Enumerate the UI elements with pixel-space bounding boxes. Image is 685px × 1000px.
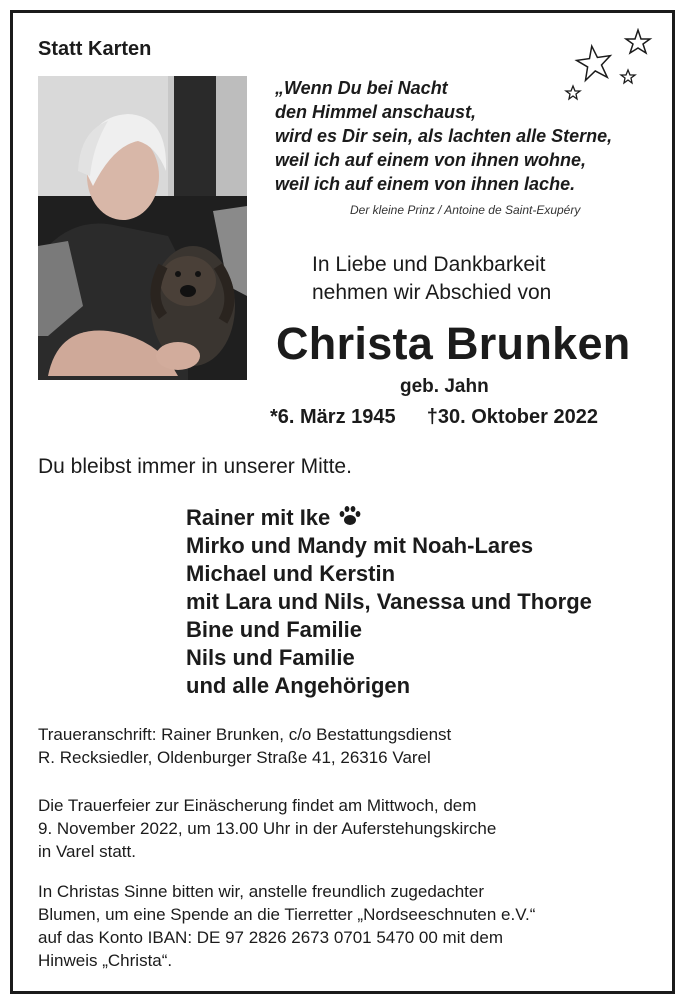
death-date: †30. Oktober 2022 xyxy=(426,406,598,428)
mourning-address xyxy=(38,723,451,769)
quote-line: „Wenn Du bei Nacht xyxy=(275,78,448,98)
address-line: Traueranschrift: Rainer Brunken, c/o Bestattungsdienst xyxy=(38,725,452,744)
family-member: und alle Angehörigen xyxy=(186,673,411,698)
farewell-text xyxy=(312,251,551,307)
paw-print-icon xyxy=(338,505,362,527)
quote-line: weil ich auf einem von ihnen wohne, xyxy=(275,150,587,170)
donation-line: Blumen, um eine Spende an die Tierretter „Nordseeschnuten e.V.“ xyxy=(38,905,536,924)
ceremony-line: 9. November 2022, um 13.00 Uhr in der Auferstehungskirche xyxy=(38,819,497,838)
address-line: R. Recksiedler, Oldenburger Straße 41, 26316 Varel xyxy=(38,748,431,767)
farewell-line-1: In Liebe und Dankbarkeit xyxy=(312,253,546,276)
quote-line: wird es Dir sein, als lachten alle Sterne, xyxy=(275,126,613,146)
quote-attribution: Der kleine Prinz / Antoine de Saint-Exupéry xyxy=(350,203,581,217)
life-dates xyxy=(270,406,598,429)
quote-line: weil ich auf einem von ihnen lache. xyxy=(275,174,576,194)
statt-karten-label: Statt Karten xyxy=(38,38,152,60)
portrait-illustration xyxy=(38,76,247,380)
quote-line: den Himmel anschaust, xyxy=(275,102,477,122)
family-member: Rainer mit Ike xyxy=(186,504,592,532)
motto-text: Du bleibst immer in unserer Mitte. xyxy=(38,455,352,478)
farewell-line-2: nehmen wir Abschied von xyxy=(312,281,552,304)
donation-line: In Christas Sinne bitten wir, anstelle freundlich zugedachter xyxy=(38,882,485,901)
quote-block xyxy=(275,76,612,196)
family-member: Nils und Familie xyxy=(186,645,355,670)
family-member: Bine und Familie xyxy=(186,617,363,642)
deceased-name: Christa Brunken xyxy=(276,318,631,369)
birth-date: *6. März 1945 xyxy=(270,406,396,428)
portrait-photo xyxy=(38,76,247,380)
family-member: mit Lara und Nils, Vanessa und Thorge xyxy=(186,589,592,614)
birth-name: geb. Jahn xyxy=(400,376,489,397)
family-member: Mirko und Mandy mit Noah-Lares xyxy=(186,533,534,558)
donation-request xyxy=(38,880,535,972)
ceremony-line: in Varel statt. xyxy=(38,842,136,861)
ceremony-info xyxy=(38,794,496,863)
donation-line: Hinweis „Christa“. xyxy=(38,951,173,970)
family-list xyxy=(186,504,592,700)
donation-line: auf das Konto IBAN: DE 97 2826 2673 0701 5470 00 mit dem xyxy=(38,928,503,947)
ceremony-line: Die Trauerfeier zur Einäscherung findet am Mittwoch, dem xyxy=(38,796,477,815)
family-member: Michael und Kerstin xyxy=(186,561,396,586)
